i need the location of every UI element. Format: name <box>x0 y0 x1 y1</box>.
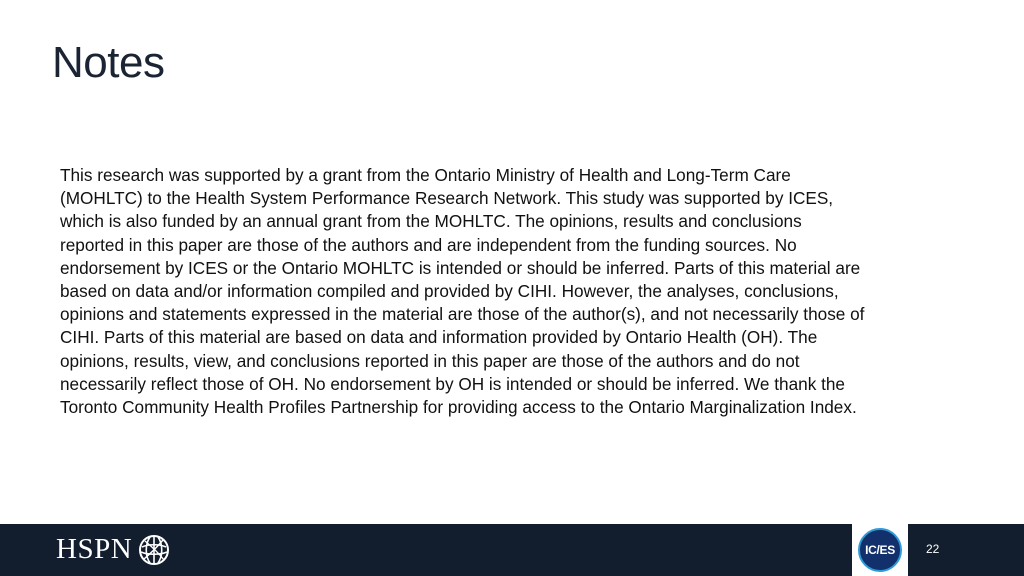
page-title: Notes <box>52 38 165 87</box>
notes-line: opinions, results, view, and conclusions reported in this paper are those of the authors and do not <box>60 350 800 371</box>
notes-line: (MOHLTC) to the Health System Performance Research Network. This study was supported by ICES, <box>60 188 834 209</box>
footer-bar <box>0 524 1024 576</box>
page-number: 22 <box>926 542 940 556</box>
notes-line: opinions and statements expressed in the material are those of the author(s), and not necessarily those of <box>60 304 865 325</box>
hspn-logo-text: HSPN <box>56 533 133 565</box>
notes-line: This research was supported by a grant from the Ontario Ministry of Health and Long-Term Care <box>60 165 791 185</box>
ices-badge <box>858 528 902 572</box>
notes-paragraph <box>60 164 970 419</box>
ices-logo-text: IC/ES <box>865 543 895 557</box>
notes-line: based on data and/or information compiled and provided by CIHI. However, the analyses, conclusions, <box>60 281 839 302</box>
ices-logo <box>852 524 908 576</box>
notes-line: which is also funded by an annual grant from the MOHLTC. The opinions, results and conclusions <box>60 211 802 232</box>
notes-line: endorsement by ICES or the Ontario MOHLTC is intended or should be inferred. Parts of this material are <box>60 257 861 278</box>
notes-line: reported in this paper are those of the authors and are independent from the funding sources. No <box>60 234 797 255</box>
globe-icon <box>138 534 170 566</box>
hspn-logo <box>56 533 170 566</box>
notes-line: CIHI. Parts of this material are based on data and information provided by Ontario Health (OH). The <box>60 327 818 348</box>
notes-line: Toronto Community Health Profiles Partnership for providing access to the Ontario Marginalization Index. <box>60 397 857 418</box>
notes-line: necessarily reflect those of OH. No endorsement by OH is intended or should be inferred. We thank the <box>60 373 845 394</box>
